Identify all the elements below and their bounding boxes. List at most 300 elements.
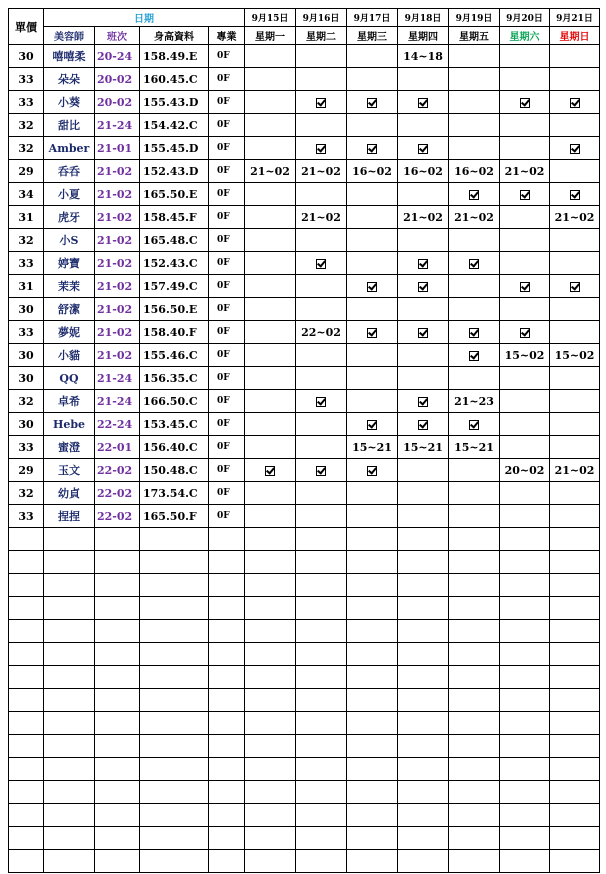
body-data-cell[interactable]: 165.50.F bbox=[140, 505, 209, 528]
empty-cell[interactable] bbox=[500, 528, 550, 551]
stylist-name-cell[interactable]: 蜜澄 bbox=[44, 436, 95, 459]
body-data-cell[interactable]: 158.45.F bbox=[140, 206, 209, 229]
day-cell[interactable] bbox=[398, 413, 449, 436]
empty-cell[interactable] bbox=[347, 850, 398, 873]
day-cell[interactable] bbox=[550, 252, 600, 275]
day-cell[interactable] bbox=[550, 505, 600, 528]
day-cell[interactable] bbox=[398, 321, 449, 344]
day-cell[interactable] bbox=[296, 482, 347, 505]
shift-cell[interactable]: 21-02 bbox=[95, 160, 140, 183]
day-cell[interactable]: 21~02 bbox=[296, 206, 347, 229]
price-cell[interactable]: 32 bbox=[9, 390, 44, 413]
stylist-name-cell[interactable]: 小S bbox=[44, 229, 95, 252]
day-cell[interactable] bbox=[550, 68, 600, 91]
empty-cell[interactable] bbox=[347, 735, 398, 758]
day-cell[interactable] bbox=[449, 183, 500, 206]
day-cell[interactable] bbox=[550, 436, 600, 459]
empty-cell[interactable] bbox=[9, 551, 44, 574]
day-cell[interactable]: 21~23 bbox=[449, 390, 500, 413]
prof-cell[interactable]: 0F bbox=[209, 183, 245, 206]
empty-cell[interactable] bbox=[209, 758, 245, 781]
empty-cell[interactable] bbox=[449, 781, 500, 804]
shift-cell[interactable]: 20-24 bbox=[95, 45, 140, 68]
empty-cell[interactable] bbox=[9, 712, 44, 735]
empty-cell[interactable] bbox=[550, 804, 600, 827]
empty-cell[interactable] bbox=[500, 735, 550, 758]
day-cell[interactable] bbox=[449, 367, 500, 390]
stylist-name-cell[interactable]: QQ bbox=[44, 367, 95, 390]
day-cell[interactable] bbox=[500, 413, 550, 436]
empty-cell[interactable] bbox=[140, 689, 209, 712]
day-cell[interactable] bbox=[550, 298, 600, 321]
shift-cell[interactable]: 22-02 bbox=[95, 459, 140, 482]
stylist-name-cell[interactable]: 小葵 bbox=[44, 91, 95, 114]
day-cell[interactable]: 16~02 bbox=[347, 160, 398, 183]
day-cell[interactable] bbox=[398, 229, 449, 252]
empty-cell[interactable] bbox=[245, 643, 296, 666]
day-cell[interactable] bbox=[347, 367, 398, 390]
empty-cell[interactable] bbox=[44, 689, 95, 712]
empty-cell[interactable] bbox=[95, 620, 140, 643]
empty-cell[interactable] bbox=[550, 643, 600, 666]
empty-cell[interactable] bbox=[500, 804, 550, 827]
empty-cell[interactable] bbox=[347, 781, 398, 804]
day-cell[interactable] bbox=[296, 229, 347, 252]
prof-cell[interactable]: 0F bbox=[209, 298, 245, 321]
stylist-name-cell[interactable]: 玉文 bbox=[44, 459, 95, 482]
stylist-name-cell[interactable]: 虎牙 bbox=[44, 206, 95, 229]
day-cell[interactable] bbox=[449, 91, 500, 114]
day-cell[interactable] bbox=[500, 367, 550, 390]
empty-cell[interactable] bbox=[209, 666, 245, 689]
prof-cell[interactable]: 0F bbox=[209, 91, 245, 114]
day-cell[interactable] bbox=[500, 45, 550, 68]
stylist-name-cell[interactable]: 茉茉 bbox=[44, 275, 95, 298]
empty-cell[interactable] bbox=[95, 758, 140, 781]
empty-cell[interactable] bbox=[140, 597, 209, 620]
day-cell[interactable] bbox=[550, 45, 600, 68]
empty-cell[interactable] bbox=[44, 712, 95, 735]
price-cell[interactable]: 30 bbox=[9, 45, 44, 68]
empty-cell[interactable] bbox=[296, 758, 347, 781]
day-cell[interactable]: 21~02 bbox=[449, 206, 500, 229]
empty-cell[interactable] bbox=[245, 827, 296, 850]
empty-cell[interactable] bbox=[449, 643, 500, 666]
empty-cell[interactable] bbox=[209, 597, 245, 620]
empty-cell[interactable] bbox=[140, 528, 209, 551]
empty-cell[interactable] bbox=[209, 574, 245, 597]
day-cell[interactable] bbox=[296, 344, 347, 367]
day-cell[interactable] bbox=[398, 390, 449, 413]
empty-cell[interactable] bbox=[9, 597, 44, 620]
price-cell[interactable]: 30 bbox=[9, 298, 44, 321]
empty-cell[interactable] bbox=[95, 712, 140, 735]
empty-cell[interactable] bbox=[296, 689, 347, 712]
day-cell[interactable] bbox=[296, 45, 347, 68]
empty-cell[interactable] bbox=[140, 643, 209, 666]
day-cell[interactable] bbox=[500, 68, 550, 91]
day-cell[interactable]: 15~21 bbox=[398, 436, 449, 459]
day-cell[interactable] bbox=[245, 321, 296, 344]
empty-cell[interactable] bbox=[209, 850, 245, 873]
price-cell[interactable]: 29 bbox=[9, 459, 44, 482]
shift-cell[interactable]: 21-02 bbox=[95, 229, 140, 252]
empty-cell[interactable] bbox=[9, 758, 44, 781]
empty-cell[interactable] bbox=[245, 551, 296, 574]
empty-cell[interactable] bbox=[209, 735, 245, 758]
empty-cell[interactable] bbox=[449, 528, 500, 551]
day-cell[interactable] bbox=[550, 367, 600, 390]
empty-cell[interactable] bbox=[9, 666, 44, 689]
prof-cell[interactable]: 0F bbox=[209, 321, 245, 344]
empty-cell[interactable] bbox=[95, 804, 140, 827]
day-cell[interactable] bbox=[449, 137, 500, 160]
day-cell[interactable] bbox=[245, 367, 296, 390]
empty-cell[interactable] bbox=[398, 758, 449, 781]
day-cell[interactable] bbox=[398, 252, 449, 275]
day-cell[interactable] bbox=[550, 160, 600, 183]
empty-cell[interactable] bbox=[296, 574, 347, 597]
day-cell[interactable]: 16~02 bbox=[398, 160, 449, 183]
day-cell[interactable] bbox=[398, 137, 449, 160]
empty-cell[interactable] bbox=[347, 643, 398, 666]
prof-cell[interactable]: 0F bbox=[209, 160, 245, 183]
empty-cell[interactable] bbox=[500, 643, 550, 666]
empty-cell[interactable] bbox=[9, 735, 44, 758]
day-cell[interactable] bbox=[296, 505, 347, 528]
body-data-cell[interactable]: 150.48.C bbox=[140, 459, 209, 482]
empty-cell[interactable] bbox=[347, 666, 398, 689]
day-cell[interactable] bbox=[347, 459, 398, 482]
empty-cell[interactable] bbox=[500, 597, 550, 620]
day-cell[interactable]: 21~02 bbox=[245, 160, 296, 183]
body-data-cell[interactable]: 155.43.D bbox=[140, 91, 209, 114]
day-cell[interactable] bbox=[347, 321, 398, 344]
empty-cell[interactable] bbox=[44, 804, 95, 827]
empty-cell[interactable] bbox=[347, 620, 398, 643]
empty-cell[interactable] bbox=[500, 551, 550, 574]
day-cell[interactable] bbox=[347, 183, 398, 206]
empty-cell[interactable] bbox=[550, 528, 600, 551]
empty-cell[interactable] bbox=[500, 827, 550, 850]
shift-cell[interactable]: 22-24 bbox=[95, 413, 140, 436]
prof-cell[interactable]: 0F bbox=[209, 252, 245, 275]
price-cell[interactable]: 32 bbox=[9, 229, 44, 252]
empty-cell[interactable] bbox=[347, 689, 398, 712]
day-cell[interactable] bbox=[245, 275, 296, 298]
empty-cell[interactable] bbox=[550, 850, 600, 873]
price-cell[interactable]: 33 bbox=[9, 321, 44, 344]
day-cell[interactable] bbox=[296, 252, 347, 275]
price-cell[interactable]: 33 bbox=[9, 505, 44, 528]
day-cell[interactable] bbox=[347, 252, 398, 275]
day-cell[interactable] bbox=[449, 482, 500, 505]
shift-cell[interactable]: 21-24 bbox=[95, 114, 140, 137]
empty-cell[interactable] bbox=[245, 735, 296, 758]
day-cell[interactable] bbox=[347, 45, 398, 68]
shift-cell[interactable]: 21-02 bbox=[95, 275, 140, 298]
day-cell[interactable] bbox=[398, 275, 449, 298]
day-cell[interactable] bbox=[550, 413, 600, 436]
empty-cell[interactable] bbox=[95, 827, 140, 850]
empty-cell[interactable] bbox=[398, 551, 449, 574]
empty-cell[interactable] bbox=[500, 712, 550, 735]
day-cell[interactable] bbox=[449, 45, 500, 68]
stylist-name-cell[interactable]: 婷寶 bbox=[44, 252, 95, 275]
empty-cell[interactable] bbox=[296, 735, 347, 758]
body-data-cell[interactable]: 165.50.E bbox=[140, 183, 209, 206]
day-cell[interactable] bbox=[245, 137, 296, 160]
day-cell[interactable] bbox=[500, 482, 550, 505]
empty-cell[interactable] bbox=[500, 620, 550, 643]
shift-cell[interactable]: 22-02 bbox=[95, 505, 140, 528]
day-cell[interactable] bbox=[550, 183, 600, 206]
day-cell[interactable]: 21~02 bbox=[550, 459, 600, 482]
empty-cell[interactable] bbox=[398, 528, 449, 551]
body-data-cell[interactable]: 153.45.C bbox=[140, 413, 209, 436]
empty-cell[interactable] bbox=[245, 850, 296, 873]
prof-cell[interactable]: 0F bbox=[209, 275, 245, 298]
day-cell[interactable] bbox=[500, 91, 550, 114]
empty-cell[interactable] bbox=[347, 528, 398, 551]
empty-cell[interactable] bbox=[9, 620, 44, 643]
prof-cell[interactable]: 0F bbox=[209, 367, 245, 390]
empty-cell[interactable] bbox=[296, 827, 347, 850]
day-cell[interactable] bbox=[347, 413, 398, 436]
empty-cell[interactable] bbox=[398, 643, 449, 666]
day-cell[interactable]: 15~21 bbox=[449, 436, 500, 459]
day-cell[interactable] bbox=[245, 390, 296, 413]
empty-cell[interactable] bbox=[140, 574, 209, 597]
day-cell[interactable] bbox=[398, 505, 449, 528]
price-cell[interactable]: 31 bbox=[9, 206, 44, 229]
body-data-cell[interactable]: 155.46.C bbox=[140, 344, 209, 367]
empty-cell[interactable] bbox=[449, 689, 500, 712]
empty-cell[interactable] bbox=[500, 666, 550, 689]
empty-cell[interactable] bbox=[347, 574, 398, 597]
day-cell[interactable] bbox=[449, 229, 500, 252]
empty-cell[interactable] bbox=[398, 597, 449, 620]
empty-cell[interactable] bbox=[550, 758, 600, 781]
day-cell[interactable] bbox=[245, 298, 296, 321]
day-cell[interactable] bbox=[550, 91, 600, 114]
shift-cell[interactable]: 21-24 bbox=[95, 367, 140, 390]
day-cell[interactable] bbox=[245, 413, 296, 436]
day-cell[interactable]: 15~02 bbox=[550, 344, 600, 367]
empty-cell[interactable] bbox=[140, 781, 209, 804]
body-data-cell[interactable]: 160.45.C bbox=[140, 68, 209, 91]
empty-cell[interactable] bbox=[140, 666, 209, 689]
empty-cell[interactable] bbox=[44, 528, 95, 551]
day-cell[interactable] bbox=[245, 344, 296, 367]
day-cell[interactable] bbox=[245, 252, 296, 275]
shift-cell[interactable]: 20-02 bbox=[95, 91, 140, 114]
empty-cell[interactable] bbox=[245, 689, 296, 712]
day-cell[interactable] bbox=[347, 390, 398, 413]
day-cell[interactable]: 16~02 bbox=[449, 160, 500, 183]
price-cell[interactable]: 33 bbox=[9, 436, 44, 459]
shift-cell[interactable]: 21-02 bbox=[95, 321, 140, 344]
day-cell[interactable] bbox=[347, 114, 398, 137]
day-cell[interactable] bbox=[296, 367, 347, 390]
empty-cell[interactable] bbox=[209, 620, 245, 643]
day-cell[interactable] bbox=[398, 298, 449, 321]
empty-cell[interactable] bbox=[140, 804, 209, 827]
day-cell[interactable] bbox=[296, 390, 347, 413]
day-cell[interactable] bbox=[245, 114, 296, 137]
empty-cell[interactable] bbox=[140, 551, 209, 574]
empty-cell[interactable] bbox=[296, 528, 347, 551]
empty-cell[interactable] bbox=[296, 712, 347, 735]
empty-cell[interactable] bbox=[398, 804, 449, 827]
prof-cell[interactable]: 0F bbox=[209, 390, 245, 413]
body-data-cell[interactable]: 165.48.C bbox=[140, 229, 209, 252]
stylist-name-cell[interactable]: Hebe bbox=[44, 413, 95, 436]
day-cell[interactable] bbox=[296, 137, 347, 160]
day-cell[interactable] bbox=[449, 459, 500, 482]
day-cell[interactable] bbox=[500, 137, 550, 160]
day-cell[interactable] bbox=[398, 68, 449, 91]
empty-cell[interactable] bbox=[44, 735, 95, 758]
day-cell[interactable] bbox=[398, 482, 449, 505]
day-cell[interactable] bbox=[500, 298, 550, 321]
day-cell[interactable]: 20~02 bbox=[500, 459, 550, 482]
empty-cell[interactable] bbox=[550, 620, 600, 643]
day-cell[interactable] bbox=[398, 91, 449, 114]
empty-cell[interactable] bbox=[44, 620, 95, 643]
day-cell[interactable] bbox=[500, 390, 550, 413]
day-cell[interactable] bbox=[296, 91, 347, 114]
price-cell[interactable]: 30 bbox=[9, 367, 44, 390]
day-cell[interactable] bbox=[500, 252, 550, 275]
day-cell[interactable] bbox=[500, 206, 550, 229]
empty-cell[interactable] bbox=[449, 712, 500, 735]
empty-cell[interactable] bbox=[9, 643, 44, 666]
empty-cell[interactable] bbox=[398, 620, 449, 643]
day-cell[interactable] bbox=[500, 436, 550, 459]
empty-cell[interactable] bbox=[95, 689, 140, 712]
empty-cell[interactable] bbox=[245, 758, 296, 781]
stylist-name-cell[interactable]: 小貓 bbox=[44, 344, 95, 367]
day-cell[interactable] bbox=[550, 137, 600, 160]
empty-cell[interactable] bbox=[209, 712, 245, 735]
empty-cell[interactable] bbox=[209, 804, 245, 827]
shift-cell[interactable]: 21-02 bbox=[95, 206, 140, 229]
empty-cell[interactable] bbox=[296, 850, 347, 873]
empty-cell[interactable] bbox=[44, 850, 95, 873]
empty-cell[interactable] bbox=[500, 758, 550, 781]
empty-cell[interactable] bbox=[245, 574, 296, 597]
day-cell[interactable] bbox=[398, 344, 449, 367]
prof-cell[interactable]: 0F bbox=[209, 68, 245, 91]
day-cell[interactable] bbox=[500, 505, 550, 528]
empty-cell[interactable] bbox=[44, 781, 95, 804]
stylist-name-cell[interactable]: 甜比 bbox=[44, 114, 95, 137]
empty-cell[interactable] bbox=[347, 597, 398, 620]
prof-cell[interactable]: 0F bbox=[209, 229, 245, 252]
empty-cell[interactable] bbox=[95, 666, 140, 689]
empty-cell[interactable] bbox=[550, 689, 600, 712]
empty-cell[interactable] bbox=[44, 666, 95, 689]
empty-cell[interactable] bbox=[9, 827, 44, 850]
day-cell[interactable] bbox=[347, 505, 398, 528]
empty-cell[interactable] bbox=[140, 758, 209, 781]
day-cell[interactable]: 21~02 bbox=[550, 206, 600, 229]
body-data-cell[interactable]: 166.50.C bbox=[140, 390, 209, 413]
empty-cell[interactable] bbox=[245, 528, 296, 551]
body-data-cell[interactable]: 154.42.C bbox=[140, 114, 209, 137]
shift-cell[interactable]: 21-02 bbox=[95, 344, 140, 367]
stylist-name-cell[interactable]: 呑呑 bbox=[44, 160, 95, 183]
shift-cell[interactable]: 21-24 bbox=[95, 390, 140, 413]
empty-cell[interactable] bbox=[245, 804, 296, 827]
price-cell[interactable]: 30 bbox=[9, 413, 44, 436]
stylist-name-cell[interactable]: 小夏 bbox=[44, 183, 95, 206]
empty-cell[interactable] bbox=[550, 827, 600, 850]
empty-cell[interactable] bbox=[44, 597, 95, 620]
day-cell[interactable]: 21~02 bbox=[296, 160, 347, 183]
empty-cell[interactable] bbox=[140, 827, 209, 850]
day-cell[interactable] bbox=[245, 482, 296, 505]
empty-cell[interactable] bbox=[398, 574, 449, 597]
empty-cell[interactable] bbox=[9, 528, 44, 551]
day-cell[interactable]: 21~02 bbox=[398, 206, 449, 229]
empty-cell[interactable] bbox=[449, 551, 500, 574]
stylist-name-cell[interactable]: Amber bbox=[44, 137, 95, 160]
empty-cell[interactable] bbox=[449, 850, 500, 873]
price-cell[interactable]: 34 bbox=[9, 183, 44, 206]
day-cell[interactable] bbox=[347, 91, 398, 114]
day-cell[interactable] bbox=[245, 206, 296, 229]
empty-cell[interactable] bbox=[95, 735, 140, 758]
day-cell[interactable] bbox=[347, 275, 398, 298]
day-cell[interactable] bbox=[398, 114, 449, 137]
empty-cell[interactable] bbox=[245, 781, 296, 804]
day-cell[interactable] bbox=[550, 114, 600, 137]
empty-cell[interactable] bbox=[449, 827, 500, 850]
day-cell[interactable] bbox=[245, 459, 296, 482]
prof-cell[interactable]: 0F bbox=[209, 505, 245, 528]
empty-cell[interactable] bbox=[140, 620, 209, 643]
empty-cell[interactable] bbox=[449, 735, 500, 758]
day-cell[interactable] bbox=[296, 436, 347, 459]
empty-cell[interactable] bbox=[95, 528, 140, 551]
price-cell[interactable]: 30 bbox=[9, 344, 44, 367]
empty-cell[interactable] bbox=[500, 781, 550, 804]
empty-cell[interactable] bbox=[296, 666, 347, 689]
price-cell[interactable]: 32 bbox=[9, 137, 44, 160]
empty-cell[interactable] bbox=[209, 781, 245, 804]
price-cell[interactable]: 31 bbox=[9, 275, 44, 298]
empty-cell[interactable] bbox=[245, 712, 296, 735]
empty-cell[interactable] bbox=[245, 666, 296, 689]
empty-cell[interactable] bbox=[44, 574, 95, 597]
price-cell[interactable]: 33 bbox=[9, 252, 44, 275]
day-cell[interactable] bbox=[245, 436, 296, 459]
empty-cell[interactable] bbox=[95, 781, 140, 804]
empty-cell[interactable] bbox=[44, 551, 95, 574]
empty-cell[interactable] bbox=[9, 781, 44, 804]
empty-cell[interactable] bbox=[9, 574, 44, 597]
empty-cell[interactable] bbox=[550, 735, 600, 758]
day-cell[interactable] bbox=[296, 413, 347, 436]
body-data-cell[interactable]: 156.35.C bbox=[140, 367, 209, 390]
empty-cell[interactable] bbox=[398, 712, 449, 735]
empty-cell[interactable] bbox=[209, 551, 245, 574]
prof-cell[interactable]: 0F bbox=[209, 459, 245, 482]
stylist-name-cell[interactable]: 夢妮 bbox=[44, 321, 95, 344]
empty-cell[interactable] bbox=[347, 758, 398, 781]
